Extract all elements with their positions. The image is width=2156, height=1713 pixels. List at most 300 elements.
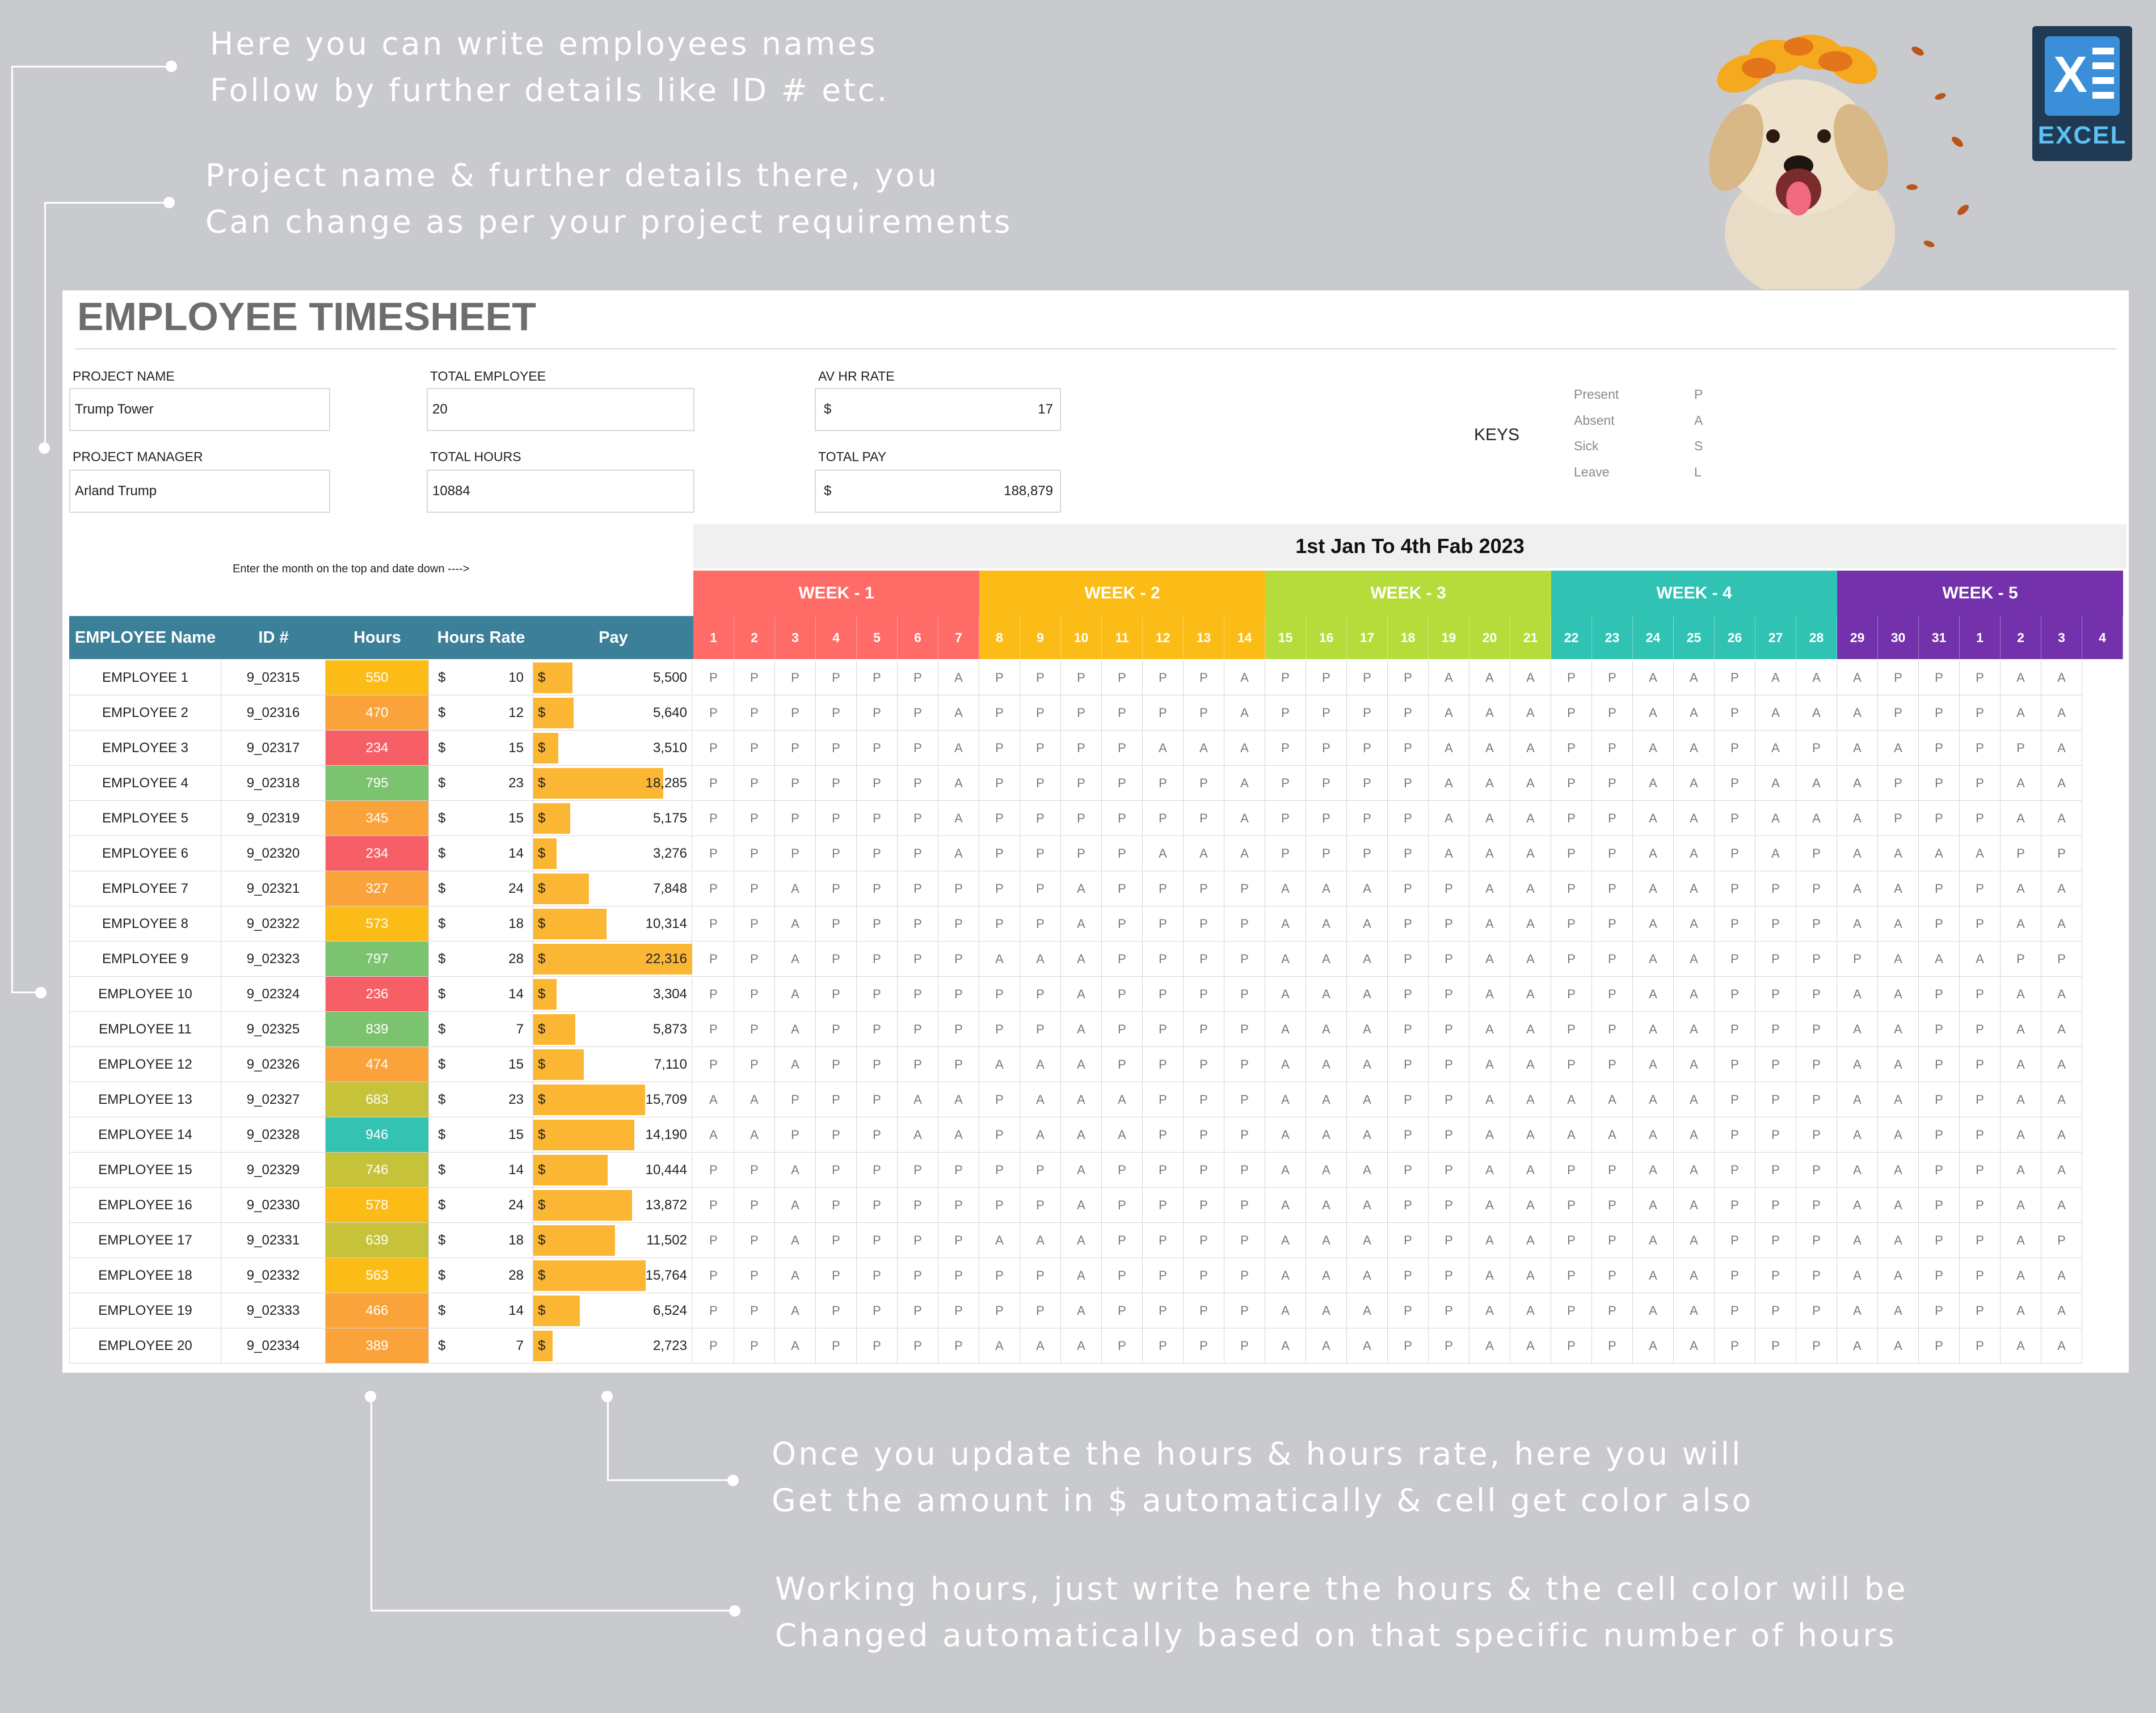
attendance-cell[interactable]: P bbox=[1388, 695, 1429, 731]
attendance-cell[interactable]: P bbox=[816, 1012, 857, 1047]
attendance-cell[interactable]: P bbox=[1755, 871, 1796, 906]
attendance-cell[interactable]: P bbox=[938, 977, 979, 1012]
attendance-cell[interactable]: A bbox=[1674, 871, 1715, 906]
attendance-cell[interactable]: P bbox=[1919, 1153, 1960, 1188]
attendance-cell[interactable]: P bbox=[979, 1293, 1020, 1328]
attendance-cell[interactable]: A bbox=[693, 1117, 734, 1153]
hours-cell[interactable]: 550 bbox=[326, 660, 429, 695]
employee-name-cell[interactable]: EMPLOYEE 11 bbox=[69, 1012, 221, 1047]
attendance-cell[interactable]: A bbox=[1755, 836, 1796, 871]
attendance-cell[interactable]: A bbox=[1469, 1293, 1510, 1328]
attendance-cell[interactable]: A bbox=[1265, 1012, 1306, 1047]
attendance-cell[interactable]: A bbox=[1061, 942, 1102, 977]
attendance-cell[interactable]: P bbox=[1143, 695, 1184, 731]
hours-cell[interactable]: 746 bbox=[326, 1153, 429, 1188]
attendance-cell[interactable]: P bbox=[816, 1153, 857, 1188]
attendance-cell[interactable]: P bbox=[1102, 731, 1143, 766]
attendance-cell[interactable]: A bbox=[1469, 1188, 1510, 1223]
attendance-cell[interactable]: P bbox=[1429, 1258, 1469, 1293]
employee-name-cell[interactable]: EMPLOYEE 5 bbox=[69, 801, 221, 836]
attendance-cell[interactable]: A bbox=[1755, 766, 1796, 801]
attendance-cell[interactable]: A bbox=[1837, 1047, 1878, 1082]
attendance-cell[interactable]: P bbox=[1020, 695, 1061, 731]
hours-cell[interactable]: 563 bbox=[326, 1258, 429, 1293]
pay-cell[interactable] bbox=[533, 906, 692, 942]
attendance-cell[interactable]: A bbox=[1674, 1047, 1715, 1082]
employee-id-cell[interactable]: 9_02326 bbox=[221, 1047, 326, 1082]
attendance-cell[interactable]: P bbox=[1592, 1223, 1633, 1258]
attendance-cell[interactable]: A bbox=[1347, 1153, 1388, 1188]
attendance-cell[interactable]: P bbox=[1143, 660, 1184, 695]
attendance-cell[interactable]: A bbox=[1878, 1117, 1919, 1153]
attendance-cell[interactable]: A bbox=[1837, 1153, 1878, 1188]
attendance-cell[interactable]: P bbox=[1592, 801, 1633, 836]
attendance-cell[interactable]: A bbox=[2041, 660, 2082, 695]
employee-id-cell[interactable]: 9_02320 bbox=[221, 836, 326, 871]
attendance-cell[interactable]: A bbox=[1878, 1293, 1919, 1328]
attendance-cell[interactable]: A bbox=[1061, 1188, 1102, 1223]
employee-name-cell[interactable]: EMPLOYEE 8 bbox=[69, 906, 221, 942]
employee-id-cell[interactable]: 9_02334 bbox=[221, 1328, 326, 1364]
attendance-cell[interactable]: P bbox=[1592, 906, 1633, 942]
employee-name-cell[interactable]: EMPLOYEE 13 bbox=[69, 1082, 221, 1117]
attendance-cell[interactable]: A bbox=[1674, 1082, 1715, 1117]
attendance-cell[interactable]: A bbox=[1674, 1223, 1715, 1258]
attendance-cell[interactable]: P bbox=[1020, 660, 1061, 695]
attendance-cell[interactable]: A bbox=[1837, 977, 1878, 1012]
attendance-cell[interactable]: A bbox=[2001, 1153, 2041, 1188]
attendance-cell[interactable]: A bbox=[2001, 1223, 2041, 1258]
attendance-cell[interactable]: A bbox=[938, 1117, 979, 1153]
attendance-cell[interactable]: P bbox=[1592, 1328, 1633, 1364]
attendance-cell[interactable]: P bbox=[898, 766, 938, 801]
attendance-cell[interactable]: P bbox=[734, 942, 775, 977]
attendance-cell[interactable]: P bbox=[816, 1223, 857, 1258]
attendance-cell[interactable]: A bbox=[1674, 906, 1715, 942]
attendance-cell[interactable]: P bbox=[1960, 801, 2001, 836]
attendance-cell[interactable]: A bbox=[1061, 1328, 1102, 1364]
attendance-cell[interactable]: A bbox=[775, 942, 816, 977]
attendance-cell[interactable]: A bbox=[775, 1258, 816, 1293]
attendance-cell[interactable]: A bbox=[775, 1223, 816, 1258]
attendance-cell[interactable]: A bbox=[1510, 1153, 1551, 1188]
attendance-cell[interactable]: P bbox=[816, 801, 857, 836]
attendance-cell[interactable]: P bbox=[1224, 1258, 1265, 1293]
attendance-cell[interactable]: P bbox=[1960, 1328, 2001, 1364]
attendance-cell[interactable]: P bbox=[1715, 1328, 1755, 1364]
pay-cell[interactable] bbox=[533, 1047, 692, 1082]
attendance-cell[interactable]: A bbox=[1265, 977, 1306, 1012]
attendance-cell[interactable]: P bbox=[1388, 1082, 1429, 1117]
attendance-cell[interactable]: P bbox=[1143, 1082, 1184, 1117]
hours-cell[interactable]: 234 bbox=[326, 731, 429, 766]
attendance-cell[interactable]: A bbox=[2001, 660, 2041, 695]
attendance-cell[interactable]: A bbox=[938, 836, 979, 871]
attendance-cell[interactable]: P bbox=[1388, 1047, 1429, 1082]
attendance-cell[interactable]: P bbox=[1347, 660, 1388, 695]
attendance-cell[interactable]: A bbox=[2001, 906, 2041, 942]
pay-cell[interactable] bbox=[533, 1258, 692, 1293]
attendance-cell[interactable]: P bbox=[1755, 942, 1796, 977]
attendance-cell[interactable]: P bbox=[734, 1293, 775, 1328]
attendance-cell[interactable]: A bbox=[1510, 1223, 1551, 1258]
attendance-cell[interactable]: P bbox=[898, 1328, 938, 1364]
attendance-cell[interactable]: P bbox=[1388, 871, 1429, 906]
hours-rate-cell[interactable] bbox=[429, 1293, 533, 1328]
attendance-cell[interactable]: P bbox=[898, 1258, 938, 1293]
attendance-cell[interactable]: P bbox=[1265, 836, 1306, 871]
attendance-cell[interactable]: P bbox=[1715, 1258, 1755, 1293]
hours-rate-cell[interactable] bbox=[429, 942, 533, 977]
attendance-cell[interactable]: P bbox=[734, 801, 775, 836]
attendance-cell[interactable]: P bbox=[1878, 660, 1919, 695]
attendance-cell[interactable]: A bbox=[979, 1047, 1020, 1082]
attendance-cell[interactable]: A bbox=[1878, 906, 1919, 942]
attendance-cell[interactable]: P bbox=[1429, 1047, 1469, 1082]
attendance-cell[interactable]: P bbox=[979, 1012, 1020, 1047]
pay-cell[interactable] bbox=[533, 695, 692, 731]
attendance-cell[interactable]: A bbox=[1837, 1258, 1878, 1293]
attendance-cell[interactable]: A bbox=[1265, 1258, 1306, 1293]
attendance-cell[interactable]: A bbox=[1510, 766, 1551, 801]
attendance-cell[interactable]: P bbox=[1919, 906, 1960, 942]
pay-cell[interactable] bbox=[533, 1012, 692, 1047]
attendance-cell[interactable]: A bbox=[1510, 942, 1551, 977]
attendance-cell[interactable]: P bbox=[816, 1328, 857, 1364]
attendance-cell[interactable]: A bbox=[1633, 906, 1674, 942]
attendance-cell[interactable]: P bbox=[1388, 1328, 1429, 1364]
attendance-cell[interactable]: P bbox=[1020, 1293, 1061, 1328]
attendance-cell[interactable]: A bbox=[1837, 801, 1878, 836]
attendance-cell[interactable]: P bbox=[857, 1153, 898, 1188]
attendance-cell[interactable]: P bbox=[1224, 1117, 1265, 1153]
attendance-cell[interactable]: A bbox=[2041, 1047, 2082, 1082]
attendance-cell[interactable]: P bbox=[1837, 942, 1878, 977]
attendance-cell[interactable]: P bbox=[898, 871, 938, 906]
attendance-cell[interactable]: A bbox=[1878, 1258, 1919, 1293]
attendance-cell[interactable]: P bbox=[1551, 1258, 1592, 1293]
attendance-cell[interactable]: P bbox=[1551, 977, 1592, 1012]
attendance-cell[interactable]: A bbox=[1674, 695, 1715, 731]
attendance-cell[interactable]: A bbox=[693, 1082, 734, 1117]
attendance-cell[interactable]: A bbox=[1837, 836, 1878, 871]
attendance-cell[interactable]: P bbox=[1755, 1082, 1796, 1117]
attendance-cell[interactable]: P bbox=[938, 1293, 979, 1328]
employee-name-cell[interactable]: EMPLOYEE 7 bbox=[69, 871, 221, 906]
attendance-cell[interactable]: A bbox=[1347, 1223, 1388, 1258]
attendance-cell[interactable]: A bbox=[1510, 1012, 1551, 1047]
attendance-cell[interactable]: P bbox=[1265, 695, 1306, 731]
attendance-cell[interactable]: P bbox=[1551, 695, 1592, 731]
attendance-cell[interactable]: A bbox=[1306, 871, 1347, 906]
hours-rate-cell[interactable] bbox=[429, 660, 533, 695]
attendance-cell[interactable]: P bbox=[1184, 695, 1224, 731]
attendance-cell[interactable]: P bbox=[1184, 1293, 1224, 1328]
attendance-cell[interactable]: A bbox=[1510, 977, 1551, 1012]
attendance-cell[interactable]: P bbox=[979, 695, 1020, 731]
attendance-cell[interactable]: P bbox=[1184, 1258, 1224, 1293]
attendance-cell[interactable]: P bbox=[1960, 695, 2001, 731]
attendance-cell[interactable]: A bbox=[1306, 977, 1347, 1012]
attendance-cell[interactable]: P bbox=[693, 871, 734, 906]
attendance-cell[interactable]: A bbox=[1796, 766, 1837, 801]
pay-cell[interactable] bbox=[533, 1293, 692, 1328]
attendance-cell[interactable]: P bbox=[1551, 766, 1592, 801]
pay-cell[interactable] bbox=[533, 660, 692, 695]
attendance-cell[interactable]: P bbox=[857, 1188, 898, 1223]
attendance-cell[interactable]: A bbox=[2001, 1258, 2041, 1293]
attendance-cell[interactable]: A bbox=[1306, 1223, 1347, 1258]
attendance-cell[interactable]: P bbox=[1306, 695, 1347, 731]
attendance-cell[interactable]: P bbox=[1919, 766, 1960, 801]
pay-cell[interactable] bbox=[533, 1117, 692, 1153]
attendance-cell[interactable]: P bbox=[979, 977, 1020, 1012]
attendance-cell[interactable]: A bbox=[1469, 1223, 1510, 1258]
attendance-cell[interactable]: A bbox=[1020, 942, 1061, 977]
attendance-cell[interactable]: P bbox=[1388, 1223, 1429, 1258]
attendance-cell[interactable]: A bbox=[1633, 1153, 1674, 1188]
employee-id-cell[interactable]: 9_02324 bbox=[221, 977, 326, 1012]
attendance-cell[interactable]: P bbox=[1796, 1258, 1837, 1293]
attendance-cell[interactable]: A bbox=[1674, 1012, 1715, 1047]
attendance-cell[interactable]: P bbox=[1429, 942, 1469, 977]
attendance-cell[interactable]: P bbox=[938, 1153, 979, 1188]
attendance-cell[interactable]: P bbox=[775, 731, 816, 766]
attendance-cell[interactable]: P bbox=[1102, 906, 1143, 942]
attendance-cell[interactable]: P bbox=[1960, 1223, 2001, 1258]
attendance-cell[interactable]: A bbox=[1143, 836, 1184, 871]
attendance-cell[interactable]: P bbox=[1796, 977, 1837, 1012]
attendance-cell[interactable]: P bbox=[857, 801, 898, 836]
attendance-cell[interactable]: P bbox=[1878, 766, 1919, 801]
attendance-cell[interactable]: P bbox=[857, 977, 898, 1012]
attendance-cell[interactable]: P bbox=[979, 766, 1020, 801]
attendance-cell[interactable]: A bbox=[1347, 1258, 1388, 1293]
attendance-cell[interactable]: P bbox=[898, 942, 938, 977]
attendance-cell[interactable]: A bbox=[1469, 871, 1510, 906]
attendance-cell[interactable]: A bbox=[1347, 1328, 1388, 1364]
attendance-cell[interactable]: P bbox=[734, 977, 775, 1012]
attendance-cell[interactable]: A bbox=[1020, 1082, 1061, 1117]
total-hours-field[interactable] bbox=[427, 470, 694, 513]
attendance-cell[interactable]: P bbox=[2041, 942, 2082, 977]
pay-cell[interactable] bbox=[533, 1328, 692, 1364]
attendance-cell[interactable]: A bbox=[1878, 1328, 1919, 1364]
employee-name-cell[interactable]: EMPLOYEE 15 bbox=[69, 1153, 221, 1188]
attendance-cell[interactable]: P bbox=[693, 977, 734, 1012]
attendance-cell[interactable]: A bbox=[734, 1082, 775, 1117]
attendance-cell[interactable]: P bbox=[734, 836, 775, 871]
pay-cell[interactable] bbox=[533, 977, 692, 1012]
hours-cell[interactable]: 946 bbox=[326, 1117, 429, 1153]
attendance-cell[interactable]: A bbox=[1306, 1293, 1347, 1328]
attendance-cell[interactable]: P bbox=[1715, 906, 1755, 942]
attendance-cell[interactable]: P bbox=[1347, 801, 1388, 836]
attendance-cell[interactable]: A bbox=[1184, 836, 1224, 871]
attendance-cell[interactable]: P bbox=[898, 660, 938, 695]
attendance-cell[interactable]: P bbox=[857, 1223, 898, 1258]
attendance-cell[interactable]: P bbox=[693, 660, 734, 695]
attendance-cell[interactable]: A bbox=[1429, 660, 1469, 695]
attendance-cell[interactable]: A bbox=[979, 1223, 1020, 1258]
attendance-cell[interactable]: P bbox=[1551, 871, 1592, 906]
attendance-cell[interactable]: P bbox=[1224, 977, 1265, 1012]
hours-rate-cell[interactable] bbox=[429, 1012, 533, 1047]
attendance-cell[interactable]: P bbox=[1388, 1153, 1429, 1188]
attendance-cell[interactable]: P bbox=[775, 836, 816, 871]
hours-cell[interactable]: 573 bbox=[326, 906, 429, 942]
attendance-cell[interactable]: P bbox=[1143, 1258, 1184, 1293]
attendance-cell[interactable]: P bbox=[979, 660, 1020, 695]
hours-rate-cell[interactable] bbox=[429, 1047, 533, 1082]
employee-name-cell[interactable]: EMPLOYEE 4 bbox=[69, 766, 221, 801]
employee-name-cell[interactable]: EMPLOYEE 3 bbox=[69, 731, 221, 766]
attendance-cell[interactable]: A bbox=[1878, 731, 1919, 766]
attendance-cell[interactable]: P bbox=[1551, 1293, 1592, 1328]
attendance-cell[interactable]: A bbox=[1224, 695, 1265, 731]
attendance-cell[interactable]: A bbox=[2041, 871, 2082, 906]
employee-id-cell[interactable]: 9_02332 bbox=[221, 1258, 326, 1293]
attendance-cell[interactable]: A bbox=[1429, 695, 1469, 731]
attendance-cell[interactable]: A bbox=[1061, 1117, 1102, 1153]
attendance-cell[interactable]: P bbox=[1102, 1153, 1143, 1188]
attendance-cell[interactable]: P bbox=[1184, 1153, 1224, 1188]
employee-id-cell[interactable]: 9_02319 bbox=[221, 801, 326, 836]
attendance-cell[interactable]: P bbox=[1919, 1047, 1960, 1082]
attendance-cell[interactable]: A bbox=[1551, 1082, 1592, 1117]
pay-cell[interactable] bbox=[533, 871, 692, 906]
attendance-cell[interactable]: P bbox=[1143, 1223, 1184, 1258]
attendance-cell[interactable]: P bbox=[693, 695, 734, 731]
attendance-cell[interactable]: A bbox=[1469, 1012, 1510, 1047]
attendance-cell[interactable]: P bbox=[1715, 660, 1755, 695]
attendance-cell[interactable]: P bbox=[1020, 977, 1061, 1012]
attendance-cell[interactable]: A bbox=[1633, 660, 1674, 695]
attendance-cell[interactable]: A bbox=[1755, 660, 1796, 695]
attendance-cell[interactable]: A bbox=[1674, 1153, 1715, 1188]
attendance-cell[interactable]: A bbox=[938, 660, 979, 695]
attendance-cell[interactable]: P bbox=[1715, 1153, 1755, 1188]
attendance-cell[interactable]: P bbox=[1878, 695, 1919, 731]
attendance-cell[interactable]: P bbox=[1551, 731, 1592, 766]
attendance-cell[interactable]: A bbox=[1592, 1117, 1633, 1153]
hours-rate-cell[interactable] bbox=[429, 836, 533, 871]
attendance-cell[interactable]: P bbox=[1388, 1012, 1429, 1047]
attendance-cell[interactable]: P bbox=[979, 731, 1020, 766]
attendance-cell[interactable]: P bbox=[816, 906, 857, 942]
attendance-cell[interactable]: A bbox=[1306, 1082, 1347, 1117]
attendance-cell[interactable]: A bbox=[1469, 942, 1510, 977]
attendance-cell[interactable]: A bbox=[1674, 731, 1715, 766]
attendance-cell[interactable]: P bbox=[857, 1293, 898, 1328]
attendance-cell[interactable]: A bbox=[1674, 801, 1715, 836]
attendance-cell[interactable]: P bbox=[1429, 1293, 1469, 1328]
attendance-cell[interactable]: P bbox=[898, 1293, 938, 1328]
attendance-cell[interactable]: P bbox=[816, 695, 857, 731]
attendance-cell[interactable]: P bbox=[1919, 731, 1960, 766]
attendance-cell[interactable]: A bbox=[1633, 1082, 1674, 1117]
attendance-cell[interactable]: P bbox=[816, 1117, 857, 1153]
attendance-cell[interactable]: P bbox=[1715, 1047, 1755, 1082]
attendance-cell[interactable]: A bbox=[1469, 766, 1510, 801]
attendance-cell[interactable]: P bbox=[1306, 660, 1347, 695]
attendance-cell[interactable]: P bbox=[1102, 766, 1143, 801]
attendance-cell[interactable]: P bbox=[898, 1012, 938, 1047]
attendance-cell[interactable]: A bbox=[938, 801, 979, 836]
attendance-cell[interactable]: P bbox=[816, 977, 857, 1012]
attendance-cell[interactable]: A bbox=[1265, 942, 1306, 977]
attendance-cell[interactable]: P bbox=[1224, 1293, 1265, 1328]
attendance-cell[interactable]: P bbox=[1020, 1258, 1061, 1293]
attendance-cell[interactable]: A bbox=[1633, 1012, 1674, 1047]
attendance-cell[interactable]: P bbox=[1715, 871, 1755, 906]
attendance-cell[interactable]: P bbox=[1715, 836, 1755, 871]
attendance-cell[interactable]: P bbox=[1592, 695, 1633, 731]
attendance-cell[interactable]: P bbox=[1960, 1153, 2001, 1188]
hours-cell[interactable]: 839 bbox=[326, 1012, 429, 1047]
attendance-cell[interactable]: P bbox=[1755, 1328, 1796, 1364]
attendance-cell[interactable]: A bbox=[1755, 801, 1796, 836]
attendance-cell[interactable]: P bbox=[1429, 1012, 1469, 1047]
attendance-cell[interactable]: P bbox=[938, 1258, 979, 1293]
attendance-cell[interactable]: P bbox=[1715, 801, 1755, 836]
pay-cell[interactable] bbox=[533, 836, 692, 871]
attendance-cell[interactable]: P bbox=[1429, 1117, 1469, 1153]
attendance-cell[interactable]: A bbox=[1510, 1293, 1551, 1328]
employee-name-cell[interactable]: EMPLOYEE 10 bbox=[69, 977, 221, 1012]
attendance-cell[interactable]: P bbox=[1184, 1223, 1224, 1258]
attendance-cell[interactable]: P bbox=[1592, 977, 1633, 1012]
hours-rate-cell[interactable] bbox=[429, 871, 533, 906]
attendance-cell[interactable]: P bbox=[1388, 660, 1429, 695]
attendance-cell[interactable]: P bbox=[1592, 766, 1633, 801]
attendance-cell[interactable]: A bbox=[1837, 1117, 1878, 1153]
attendance-cell[interactable]: A bbox=[1347, 977, 1388, 1012]
attendance-cell[interactable]: P bbox=[1306, 731, 1347, 766]
attendance-cell[interactable]: P bbox=[734, 1258, 775, 1293]
employee-name-cell[interactable]: EMPLOYEE 2 bbox=[69, 695, 221, 731]
attendance-cell[interactable]: A bbox=[1510, 836, 1551, 871]
attendance-cell[interactable]: P bbox=[1551, 906, 1592, 942]
attendance-cell[interactable]: A bbox=[2041, 731, 2082, 766]
attendance-cell[interactable]: P bbox=[1102, 695, 1143, 731]
attendance-cell[interactable]: A bbox=[1674, 977, 1715, 1012]
attendance-cell[interactable]: A bbox=[1224, 660, 1265, 695]
attendance-cell[interactable]: P bbox=[1592, 660, 1633, 695]
attendance-cell[interactable]: P bbox=[1919, 1258, 1960, 1293]
attendance-cell[interactable]: P bbox=[1347, 836, 1388, 871]
attendance-cell[interactable]: P bbox=[1102, 1328, 1143, 1364]
attendance-cell[interactable]: P bbox=[1592, 1293, 1633, 1328]
attendance-cell[interactable]: A bbox=[1143, 731, 1184, 766]
attendance-cell[interactable]: A bbox=[1102, 1082, 1143, 1117]
attendance-cell[interactable]: A bbox=[2041, 1328, 2082, 1364]
attendance-cell[interactable]: P bbox=[734, 660, 775, 695]
attendance-cell[interactable]: A bbox=[1633, 1223, 1674, 1258]
attendance-cell[interactable]: A bbox=[1878, 1188, 1919, 1223]
pay-cell[interactable] bbox=[533, 731, 692, 766]
attendance-cell[interactable]: P bbox=[1143, 1293, 1184, 1328]
attendance-cell[interactable]: P bbox=[1755, 1258, 1796, 1293]
total-employee-field[interactable] bbox=[427, 388, 694, 431]
attendance-cell[interactable]: P bbox=[1143, 977, 1184, 1012]
attendance-cell[interactable]: P bbox=[734, 695, 775, 731]
attendance-cell[interactable]: P bbox=[1184, 1328, 1224, 1364]
attendance-cell[interactable]: P bbox=[1020, 1012, 1061, 1047]
attendance-cell[interactable]: A bbox=[1960, 836, 2001, 871]
employee-name-cell[interactable]: EMPLOYEE 19 bbox=[69, 1293, 221, 1328]
attendance-cell[interactable]: P bbox=[1919, 695, 1960, 731]
